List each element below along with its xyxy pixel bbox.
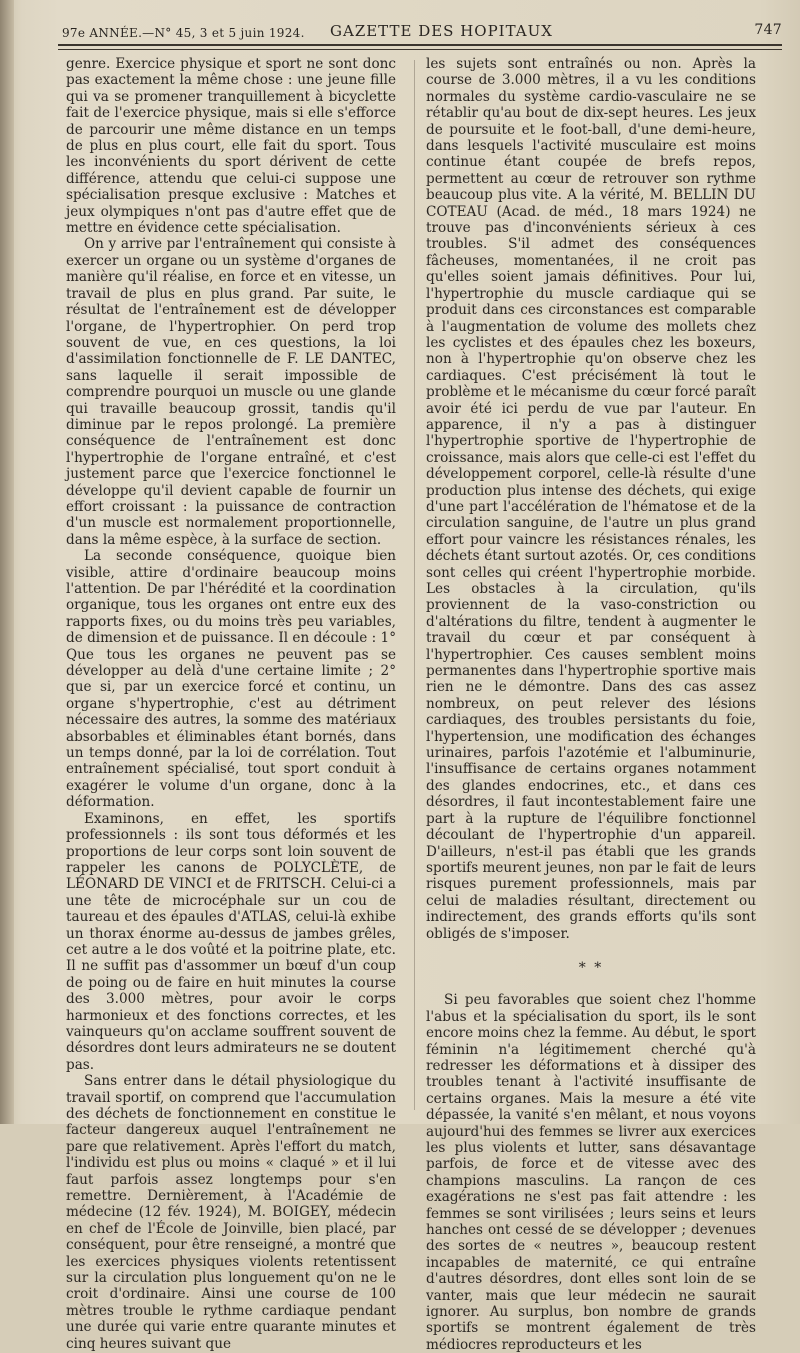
column-divider — [414, 60, 415, 1110]
right-column — [426, 56, 756, 1353]
left-column — [66, 56, 396, 1352]
paragraph: Si peu favorables que soient chez l'homme l'abus et la spécialisation du sport, ils le sont encore moins chez la femme. Au début, le sport féminin n'a légitimement cherché qu'à redresser les déformations et à dissiper des troubles tenant à l'activité insuffisante de certains organes. Mais la mesure a été vite dépassée, la vanité s'en mêlant, et nous voyons aujourd'hui des femmes se livrer aux exercices les plus violents et lutter, sans désavantage parfois, de force et de vitesse avec des champions masculins. La rançon de ces exagérations ne s'est pas fait attendre : les femmes se sont virilisées ; leurs seins et leurs hanches ont cessé de se développer ; devenues des sortes de « neutres », beaucoup restent incapables de maternité, ce qui entraîne d'autres désordres, dont elles sont loin de se vanter, mais que leur médecin ne saurait ignorer. Au surplus, bon nombre de grands sportifs se montrent également de très médiocres reproducteurs et les — [426, 992, 756, 1353]
section-separator: * * — [578, 959, 604, 976]
paragraph: Sans entrer dans le détail physiologique du travail sportif, on comprend que l'accumulation des déchets de fonctionnement en constitue le facteur dangereux auquel l'entraînement ne pare que relativement. Après l'effort du match, l'individu est plus ou moins « claqué » et il lui faut parfois assez longtemps pour s'en remettre. Dernièrement, à l'Académie de médecine (12 fév. 1924), M. BOIGEY, médecin en chef de l'École de Joinville, bien placé, par conséquent, pour être renseigné, a montré que les exercices physiques violents retentissent sur la circulation plus longuement qu'on ne le croit d'ordinaire. Ainsi une course de 100 mètres trouble le rythme cardiaque pendant une durée qui varie entre quarante minutes et cinq heures suivant que — [66, 1073, 396, 1352]
paragraph: les sujets sont entraînés ou non. Après la course de 3.000 mètres, il a vu les conditions normales du système cardio-vasculaire ne se rétablir qu'au bout de dix-sept heures. Les jeux de poursuite et le foot-ball, d'une demi-heure, dans lesquels l'activité musculaire est moins continue étant coupée de brefs repos, permettent au cœur de retrouver son rythme beaucoup plus vite. A la vérité, M. BELLIN DU COTEAU (Acad. de méd., 18 mars 1924) ne trouve pas d'inconvénients sérieux à ces troubles. S'il admet des conséquences fâcheuses, momentanées, il ne croit pas qu'elles soient jamais définitives. Pour lui, l'hypertrophie du muscle cardiaque qui se produit dans ces circonstances est comparable à l'augmentation de volume des mollets chez les cyclistes et des épaules chez les boxeurs, non à l'hypertrophie qu'on observe chez les cardiaques. C'est précisément là tout le problème et le mécanisme du cœur forcé paraît avoir été ici perdu de vue par l'auteur. En apparence, il n'y a pas à distinguer l'hypertrophie sportive de l'hypertrophie de croissance, mais alors que celle-ci est l'effet du développement corporel, celle-là résulte d'une production plus intense des déchets, qui exige d'une part l'accélération de l'hématose et de la circulation sanguine, de l'autre un plus grand effort pour vaincre les résistances rénales, les déchets étant surtout azotés. Or, ces conditions sont celles qui créent l'hypertrophie morbide. Les obstacles à la circulation, qu'ils proviennent de la vaso-constriction ou d'altérations du filtre, tendent à augmenter le travail du cœur et par conséquent à l'hypertrophier. Ces causes semblent moins permanentes dans l'hypertrophie sportive mais rien ne le démontre. Dans des cas assez nombreux, on peut relever des lésions cardiaques, des troubles persistants du foie, l'hypertension, une modification des échanges urinaires, parfois l'azotémie et l'albuminurie, l'insuffisance de certains organes notamment des glandes endocrines, etc., et dans ces désordres, il faut incontestablement faire une part à la rupture de l'équilibre fonctionnel découlant de l'hypertrophie d'un appareil. D'ailleurs, n'est-il pas établi que les grands sportifs meurent jeunes, non par le fait de leurs risques purement professionnels, mais par celui de maladies résultant, directement ou indirectement, des grands efforts qu'ils sont obligés de s'imposer. — [426, 56, 757, 942]
paragraph: On y arrive par l'entraînement qui consiste à exercer un organe ou un système d'organes de manière qu'il réalise, en force et en vitesse, un travail de plus en plus grand. Par suite, le résultat de l'entraînement est de développer l'organe, de l'hypertrophier. On perd trop souvent de vue, en ces questions, la loi d'assimilation fonctionnelle de F. LE DANTEC, sans laquelle il serait impossible de comprendre pourquoi un muscle ou une glande qui travaille beaucoup grossit, tandis qu'il diminue par le repos prolongé. La première conséquence de l'entraînement est donc l'hypertrophie de l'organe entraîné, et c'est justement parce que l'exercice fonctionnel le développe qu'il devient capable de fournir un effort croissant : la puissance de contraction d'un muscle est normalement proportionnelle, dans la même espèce, à la surface de section. — [66, 236, 396, 548]
page-number: 747 — [754, 22, 782, 38]
paragraph: genre. Exercice physique et sport ne sont donc pas exactement la même chose : une jeune fille qui va se promener tranquillement à bicyclette fait de l'exercice physique, mais si elle s'efforce de parcourir une même distance en un temps de plus en plus court, elle fait du sport. Tous les inconvénients du sport dérivent de cette différence, attendu que celui-ci suppose une spécialisation presque exclusive : Matches et jeux olympiques n'ont pas d'autre effet que de mettre en évidence cette spécialisation. — [66, 56, 396, 237]
book-spine-shadow — [0, 0, 14, 1124]
journal-title: GAZETTE DES HOPITAUX — [330, 22, 553, 40]
running-header — [62, 20, 782, 44]
header-rule-thin — [58, 49, 782, 50]
header-rule — [58, 44, 782, 46]
issue-info: 97e ANNÉE.—N° 45, 3 et 5 juin 1924. — [62, 26, 305, 40]
paragraph: Examinons, en effet, les sportifs professionnels : ils sont tous déformés et les proportions de leur corps sont loin souvent de rappeler les canons de POLYCLÈTE, de LÉONARD DE VINCI et de FRITSCH. Celui-ci a une tête de microcéphale sur un cou de taureau et des épaules d'ATLAS, celui-là exhibe un thorax énorme au-dessus de jambes grêles, cet autre a le dos voûté et la poitrine plate, etc. Il ne suffit pas d'assommer un bœuf d'un coup de poing ou de faire en huit minutes la course des 3.000 mètres, pour avoir le corps harmonieux et des fonctions correctes, et les vainqueurs qu'on acclame souffrent souvent de désordres dont leurs admirateurs ne se doutent pas. — [66, 810, 396, 1073]
paragraph: La seconde conséquence, quoique bien visible, attire d'ordinaire beaucoup moins l'attention. De par l'hérédité et la coordination organique, tous les organes ont entre eux des rapports fixes, ou du moins très peu variables, de dimension et de puissance. Il en découle : 1° Que tous les organes ne peuvent pas se développer au delà d'une certaine limite ; 2° que si, par un exercice forcé et continu, un organe s'hypertrophie, c'est au détriment nécessaire des autres, la somme des matériaux absorbables et éliminables étant bornés, dans un temps donné, par la loi de corrélation. Tout entraînement spécialisé, tout sport conduit à exagérer le volume d'un organe, donc à la déformation. — [66, 548, 396, 811]
